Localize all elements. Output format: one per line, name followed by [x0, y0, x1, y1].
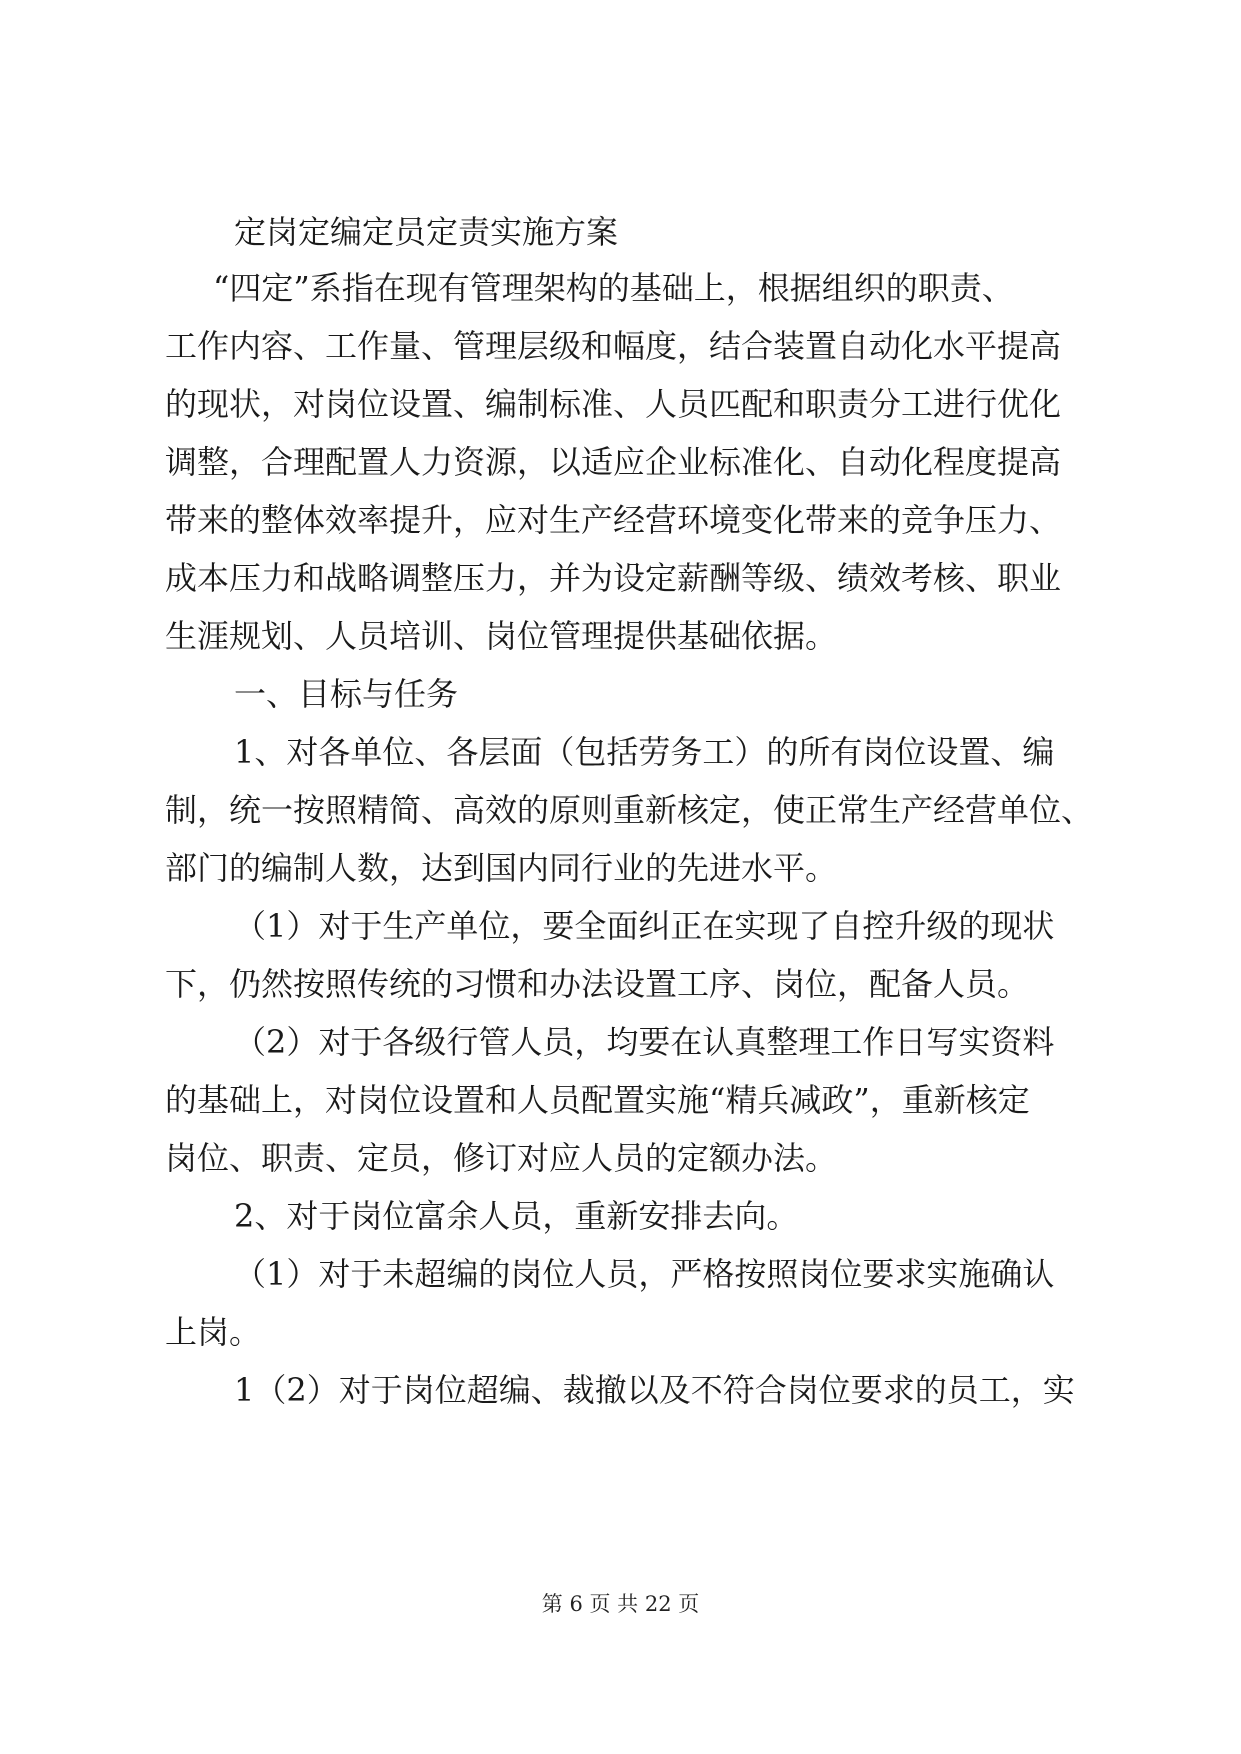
paragraph-line: 1、对各单位、各层面（包括劳务工）的所有岗位设置、编: [234, 733, 1055, 771]
paragraph-line: 岗位、职责、定员，修订对应人员的定额办法。: [165, 1139, 838, 1177]
paragraph-line: （1）对于生产单位，要全面纠正在实现了自控升级的现状: [234, 907, 1055, 945]
document-title: 定岗定编定员定责实施方案: [234, 213, 619, 251]
paragraph-line: 上岗。: [165, 1313, 262, 1351]
paragraph-line: 生涯规划、人员培训、岗位管理提供基础依据。: [165, 617, 838, 655]
paragraph-line: 的现状，对岗位设置、编制标准、人员匹配和职责分工进行优化: [165, 385, 1062, 423]
paragraph-line: 成本压力和战略调整压力，并为设定薪酬等级、绩效考核、职业: [165, 559, 1062, 597]
paragraph-line: “四定”系指在现有管理架构的基础上，根据组织的职责、: [213, 269, 1014, 307]
page-footer: 第 6 页 共 22 页: [541, 1592, 700, 1616]
section-heading: 一、目标与任务: [234, 675, 459, 713]
paragraph-line: 工作内容、工作量、管理层级和幅度，结合装置自动化水平提高: [165, 327, 1062, 365]
paragraph-line: 2、对于岗位富余人员，重新安排去向。: [234, 1197, 799, 1235]
paragraph-line: 部门的编制人数，达到国内同行业的先进水平。: [165, 849, 838, 887]
paragraph-line: （1）对于未超编的岗位人员，严格按照岗位要求实施确认: [234, 1255, 1055, 1293]
paragraph-line: 调整，合理配置人力资源，以适应企业标准化、自动化程度提高: [165, 443, 1062, 481]
paragraph-line: （2）对于各级行管人员，均要在认真整理工作日写实资料: [234, 1023, 1055, 1061]
paragraph-line: 下，仍然按照传统的习惯和办法设置工序、岗位，配备人员。: [165, 965, 1030, 1003]
paragraph-line: 1（2）对于岗位超编、裁撤以及不符合岗位要求的员工，实: [234, 1371, 1075, 1409]
paragraph-line: 带来的整体效率提升，应对生产经营环境变化带来的竞争压力、: [165, 501, 1062, 539]
paragraph-line: 的基础上，对岗位设置和人员配置实施“精兵减政”，重新核定: [165, 1081, 1030, 1119]
paragraph-line: 制，统一按照精简、高效的原则重新核定，使正常生产经营单位、: [165, 791, 1094, 829]
